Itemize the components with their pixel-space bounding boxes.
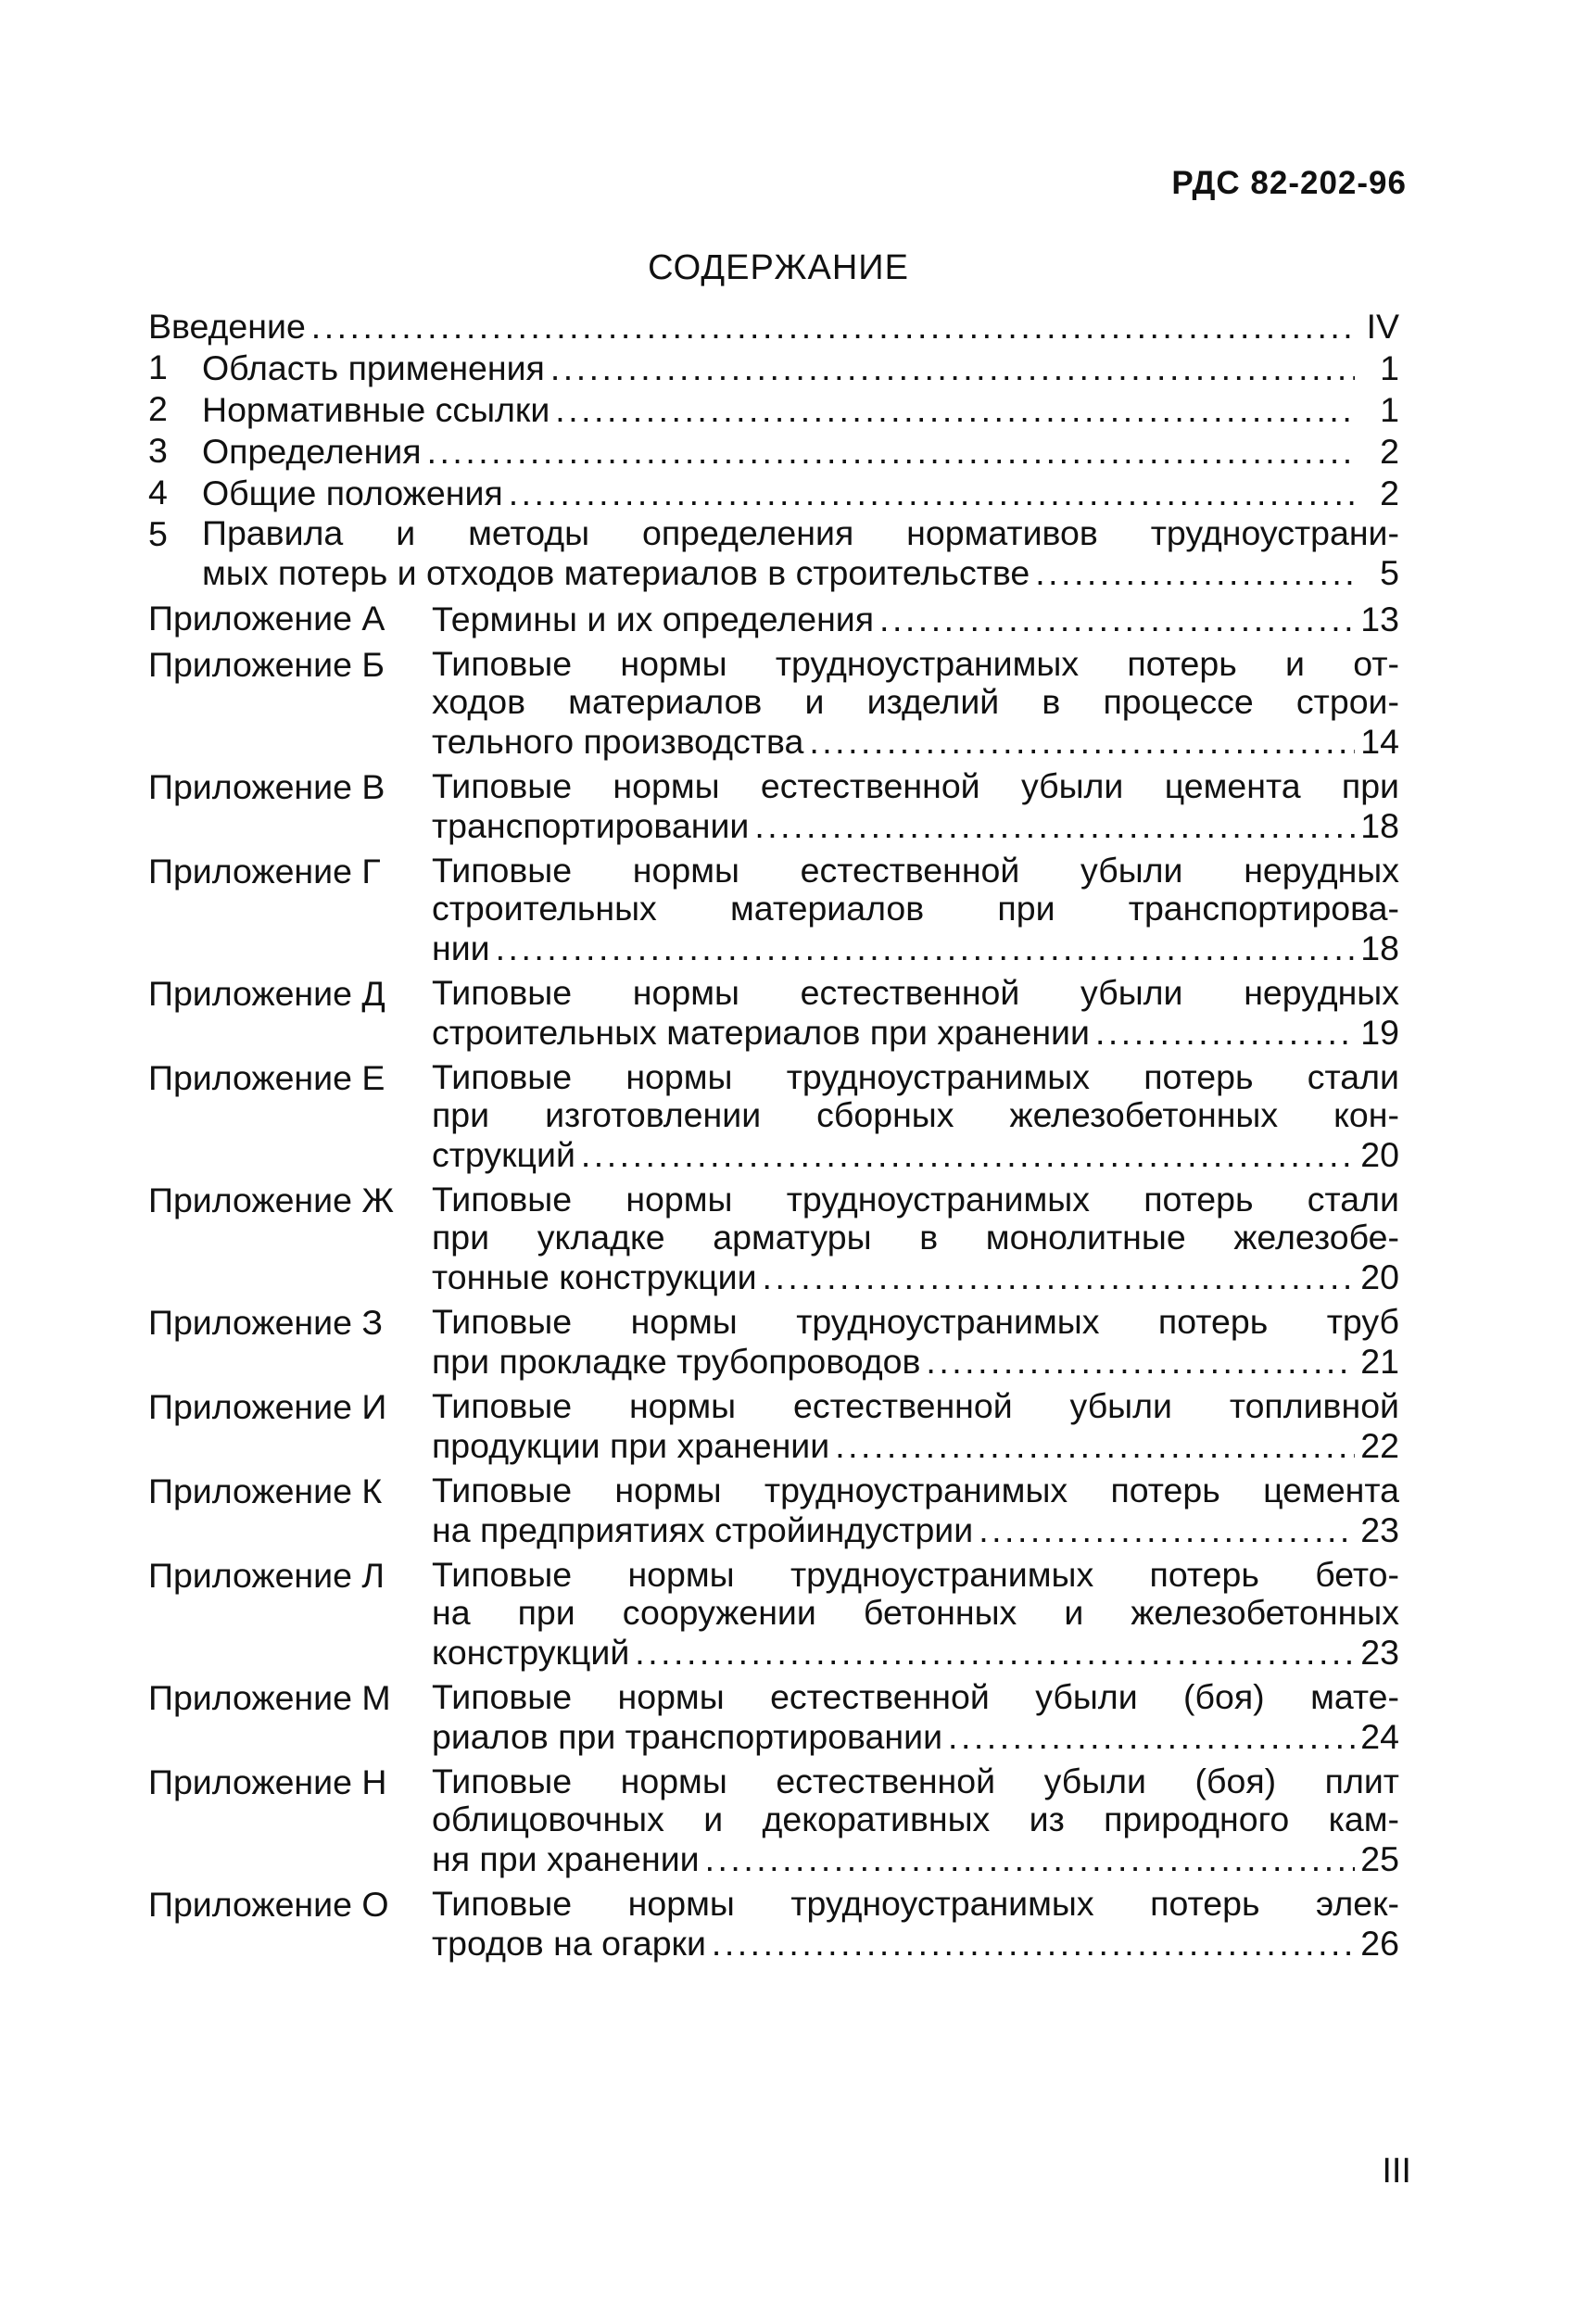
toc-entry-body (202, 431, 1399, 473)
toc-entry-title-line: ходов материалов и изделий в процессе строи- (432, 682, 1399, 721)
toc-entry-appendix-label: Приложение Л (148, 1556, 385, 1595)
toc-entry-body (432, 1387, 1399, 1467)
toc-entry-appendix-label: Приложение Д (148, 974, 385, 1013)
toc-entry-last-line (432, 1509, 1399, 1551)
toc-entry-body (202, 389, 1399, 431)
toc-entry-page: 20 (1360, 1257, 1399, 1296)
dot-leader (1035, 552, 1355, 594)
toc-entry-body (432, 1885, 1399, 1964)
dot-leader (311, 306, 1355, 347)
toc-entry-appendix-label: Приложение М (148, 1678, 391, 1717)
toc-entry[interactable] (148, 1181, 1399, 1298)
toc-entry[interactable] (148, 389, 1399, 431)
toc-entry-title-line: Типовые нормы естественной убыли нерудных (432, 851, 1399, 890)
toc-entry-last-line (432, 1012, 1399, 1054)
toc-entry-last-line (432, 1632, 1399, 1674)
toc-entry-appendix-label: Приложение Е (148, 1058, 385, 1097)
toc-entry-page: 23 (1360, 1633, 1399, 1672)
toc-entry-title-line: тонные конструкции (432, 1257, 757, 1296)
toc-entry-last-line (432, 599, 1399, 640)
dot-leader (754, 805, 1355, 847)
toc-entry[interactable] (148, 1387, 1399, 1467)
toc-title: СОДЕРЖАНИЕ (648, 248, 909, 287)
toc-entry-title-line: Типовые нормы естественной убыли нерудных (432, 973, 1399, 1012)
dot-leader (555, 389, 1355, 431)
toc-entry-page: 24 (1360, 1717, 1399, 1756)
toc-entry-title-line: Типовые нормы трудноустранимых потерь элек- (432, 1884, 1399, 1923)
toc-entry-last-line (432, 1134, 1399, 1176)
toc-entry-appendix-label: Приложение Б (148, 645, 385, 684)
toc-entry-title-line: конструкций (432, 1633, 630, 1672)
dot-leader (581, 1134, 1355, 1176)
toc-entry[interactable] (148, 1058, 1399, 1176)
toc-entry-title-line: тродов на огарки (432, 1924, 706, 1963)
toc-entry-last-line (202, 347, 1399, 389)
toc-entry-title-line: продукции при хранении (432, 1426, 830, 1465)
toc-entry-last-line (432, 1425, 1399, 1467)
toc-entry-page: 19 (1360, 1013, 1399, 1052)
toc-entry[interactable] (148, 431, 1399, 473)
toc-entry-title-line: Типовые нормы трудноустранимых потерь труб (432, 1302, 1399, 1341)
toc-entry-appendix-label: Приложение З (148, 1303, 384, 1342)
toc-entry-body (432, 1556, 1399, 1674)
toc-entry-page: 13 (1360, 600, 1399, 638)
toc-entry-last-line (432, 928, 1399, 969)
toc-entry-title-line: Типовые нормы трудноустранимых потерь цемента (432, 1471, 1399, 1509)
toc-entry-title-line: строительных материалов при хранении (432, 1013, 1090, 1052)
toc-entry[interactable] (148, 473, 1399, 514)
toc-entry-last-line (432, 1923, 1399, 1964)
toc-entry-last-line (202, 389, 1399, 431)
toc-entry[interactable] (148, 514, 1399, 594)
toc-entry-page: 14 (1360, 722, 1399, 761)
dot-leader (509, 473, 1355, 514)
toc-entry[interactable] (148, 347, 1399, 389)
document-code: РДС 82-202-96 (1171, 165, 1407, 201)
toc-entry-title-line: при изготовлении сборных железобетонных кон- (432, 1095, 1399, 1134)
table-of-contents (148, 306, 1399, 1964)
toc-entry-body (432, 1058, 1399, 1176)
toc-entry-title-line: Термины и их определения (432, 600, 875, 638)
toc-entry-appendix-label: Приложение О (148, 1885, 389, 1924)
toc-entry[interactable] (148, 1678, 1399, 1758)
toc-entry-title-line: Правила и методы определения нормативов трудноустрани- (202, 513, 1399, 552)
toc-entry-number: 4 (148, 473, 168, 512)
toc-entry-body (432, 974, 1399, 1054)
toc-entry-body (432, 767, 1399, 847)
dot-leader (809, 721, 1355, 763)
toc-entry-body (432, 852, 1399, 969)
toc-entry-title-line: транспортировании (432, 806, 750, 845)
dot-leader (926, 1341, 1355, 1383)
toc-entry-title-line: Типовые нормы естественной убыли (боя) мате- (432, 1677, 1399, 1716)
dot-leader (835, 1425, 1355, 1467)
dot-leader (979, 1509, 1355, 1551)
toc-entry-page: 5 (1380, 553, 1399, 592)
toc-entry-body (432, 599, 1399, 640)
toc-entry-title-line: Типовые нормы трудноустранимых потерь стали (432, 1057, 1399, 1096)
dot-leader (712, 1923, 1355, 1964)
toc-entry-body (432, 1471, 1399, 1551)
toc-entry-body (432, 1678, 1399, 1758)
toc-entry-page: 23 (1360, 1510, 1399, 1549)
toc-entry-title-line: струкций (432, 1135, 575, 1174)
dot-leader (496, 928, 1355, 969)
toc-entry-appendix-label: Приложение В (148, 767, 385, 806)
toc-entry-page: 2 (1380, 432, 1399, 471)
toc-entry-page: 18 (1360, 928, 1399, 967)
toc-entry[interactable] (148, 852, 1399, 969)
toc-entry-title-line: при укладке арматуры в монолитные железобе- (432, 1218, 1399, 1257)
toc-entry-page: 1 (1380, 348, 1399, 387)
toc-entry-page: 25 (1360, 1839, 1399, 1878)
toc-entry[interactable] (148, 1471, 1399, 1551)
toc-entry-last-line (202, 473, 1399, 514)
toc-entry-appendix-label: Приложение И (148, 1387, 387, 1426)
toc-entry-page: 2 (1380, 474, 1399, 512)
toc-entry-title-line: Типовые нормы естественной убыли цемента при (432, 766, 1399, 805)
toc-entry-last-line (148, 306, 1399, 347)
toc-entry-page: IV (1366, 307, 1399, 346)
toc-entry-body (202, 473, 1399, 514)
toc-entry-appendix-label: Приложение Ж (148, 1181, 394, 1219)
toc-entry-title-line: риалов при транспортировании (432, 1717, 943, 1756)
toc-entry[interactable] (148, 767, 1399, 847)
toc-entry-title-line: тельного производства (432, 722, 804, 761)
toc-entry-title-line: на предприятиях стройиндустрии (432, 1510, 974, 1549)
toc-entry-title-line: Введение (148, 307, 306, 346)
toc-entry-title-line: Типовые нормы естественной убыли (боя) плит (432, 1762, 1399, 1800)
toc-entry-last-line (432, 805, 1399, 847)
dot-leader (763, 1257, 1355, 1298)
toc-entry-page: 21 (1360, 1342, 1399, 1381)
toc-entry-body (202, 514, 1399, 594)
toc-entry-title-line: Определения (202, 432, 422, 471)
toc-entry-title-line: на при сооружении бетонных и железобетонных (432, 1593, 1399, 1632)
toc-entry-title-line: Общие положения (202, 474, 503, 512)
toc-entry-number: 1 (148, 347, 168, 386)
toc-entry-page: 22 (1360, 1426, 1399, 1465)
toc-entry[interactable] (148, 306, 1399, 347)
toc-entry-title-line: при прокладке трубопроводов (432, 1342, 921, 1381)
toc-entry-last-line (202, 552, 1399, 594)
toc-entry-title-line: мых потерь и отходов материалов в строительстве (202, 553, 1030, 592)
dot-leader (427, 431, 1355, 473)
toc-entry-body (432, 1303, 1399, 1383)
toc-entry-title-line: облицовочных и декоративных из природного кам- (432, 1800, 1399, 1838)
toc-entry-appendix-label: Приложение А (148, 599, 385, 638)
toc-entry-last-line (432, 721, 1399, 763)
toc-entry[interactable] (148, 1885, 1399, 1964)
toc-entry-number: 5 (148, 514, 168, 553)
dot-leader (1095, 1012, 1355, 1054)
dot-leader (635, 1632, 1355, 1674)
toc-entry-last-line (432, 1257, 1399, 1298)
toc-entry-title-line: строительных материалов при транспортирова- (432, 889, 1399, 928)
toc-entry-number: 2 (148, 389, 168, 428)
toc-entry-last-line (202, 431, 1399, 473)
toc-entry-number: 3 (148, 431, 168, 470)
toc-entry-last-line (432, 1716, 1399, 1758)
toc-entry-title-line: Типовые нормы трудноустранимых потерь бето- (432, 1555, 1399, 1594)
toc-entry-title-line: Нормативные ссылки (202, 390, 550, 429)
dot-leader (879, 599, 1355, 640)
toc-entry-body (202, 347, 1399, 389)
toc-entry-page: 1 (1380, 390, 1399, 429)
toc-entry-body (148, 306, 1399, 347)
toc-entry-appendix-label: Приложение Н (148, 1762, 387, 1801)
page-number: III (1382, 2152, 1411, 2191)
toc-entry[interactable] (148, 974, 1399, 1054)
toc-entry[interactable] (148, 1556, 1399, 1674)
toc-entry-body (432, 1762, 1399, 1880)
toc-entry-appendix-label: Приложение К (148, 1471, 383, 1510)
toc-entry-title-line: Область применения (202, 348, 545, 387)
toc-entry-appendix-label: Приложение Г (148, 852, 381, 890)
dot-leader (550, 347, 1355, 389)
toc-entry-last-line (432, 1838, 1399, 1880)
toc-entry[interactable] (148, 1762, 1399, 1880)
toc-entry-page: 20 (1360, 1135, 1399, 1174)
dot-leader (705, 1838, 1355, 1880)
toc-entry-page: 26 (1360, 1924, 1399, 1963)
toc-entry-title-line: нии (432, 928, 490, 967)
toc-entry[interactable] (148, 645, 1399, 763)
toc-entry-last-line (432, 1341, 1399, 1383)
toc-entry[interactable] (148, 1303, 1399, 1383)
toc-entry-title-line: Типовые нормы трудноустранимых потерь и от- (432, 644, 1399, 683)
toc-entry-page: 18 (1360, 806, 1399, 845)
toc-entry-body (432, 645, 1399, 763)
toc-entry-title-line: Типовые нормы трудноустранимых потерь стали (432, 1180, 1399, 1219)
toc-entry-body (432, 1181, 1399, 1298)
toc-entry-title-line: Типовые нормы естественной убыли топливной (432, 1386, 1399, 1425)
dot-leader (948, 1716, 1355, 1758)
toc-entry-title-line: ня при хранении (432, 1839, 700, 1878)
toc-entry[interactable] (148, 599, 1399, 640)
